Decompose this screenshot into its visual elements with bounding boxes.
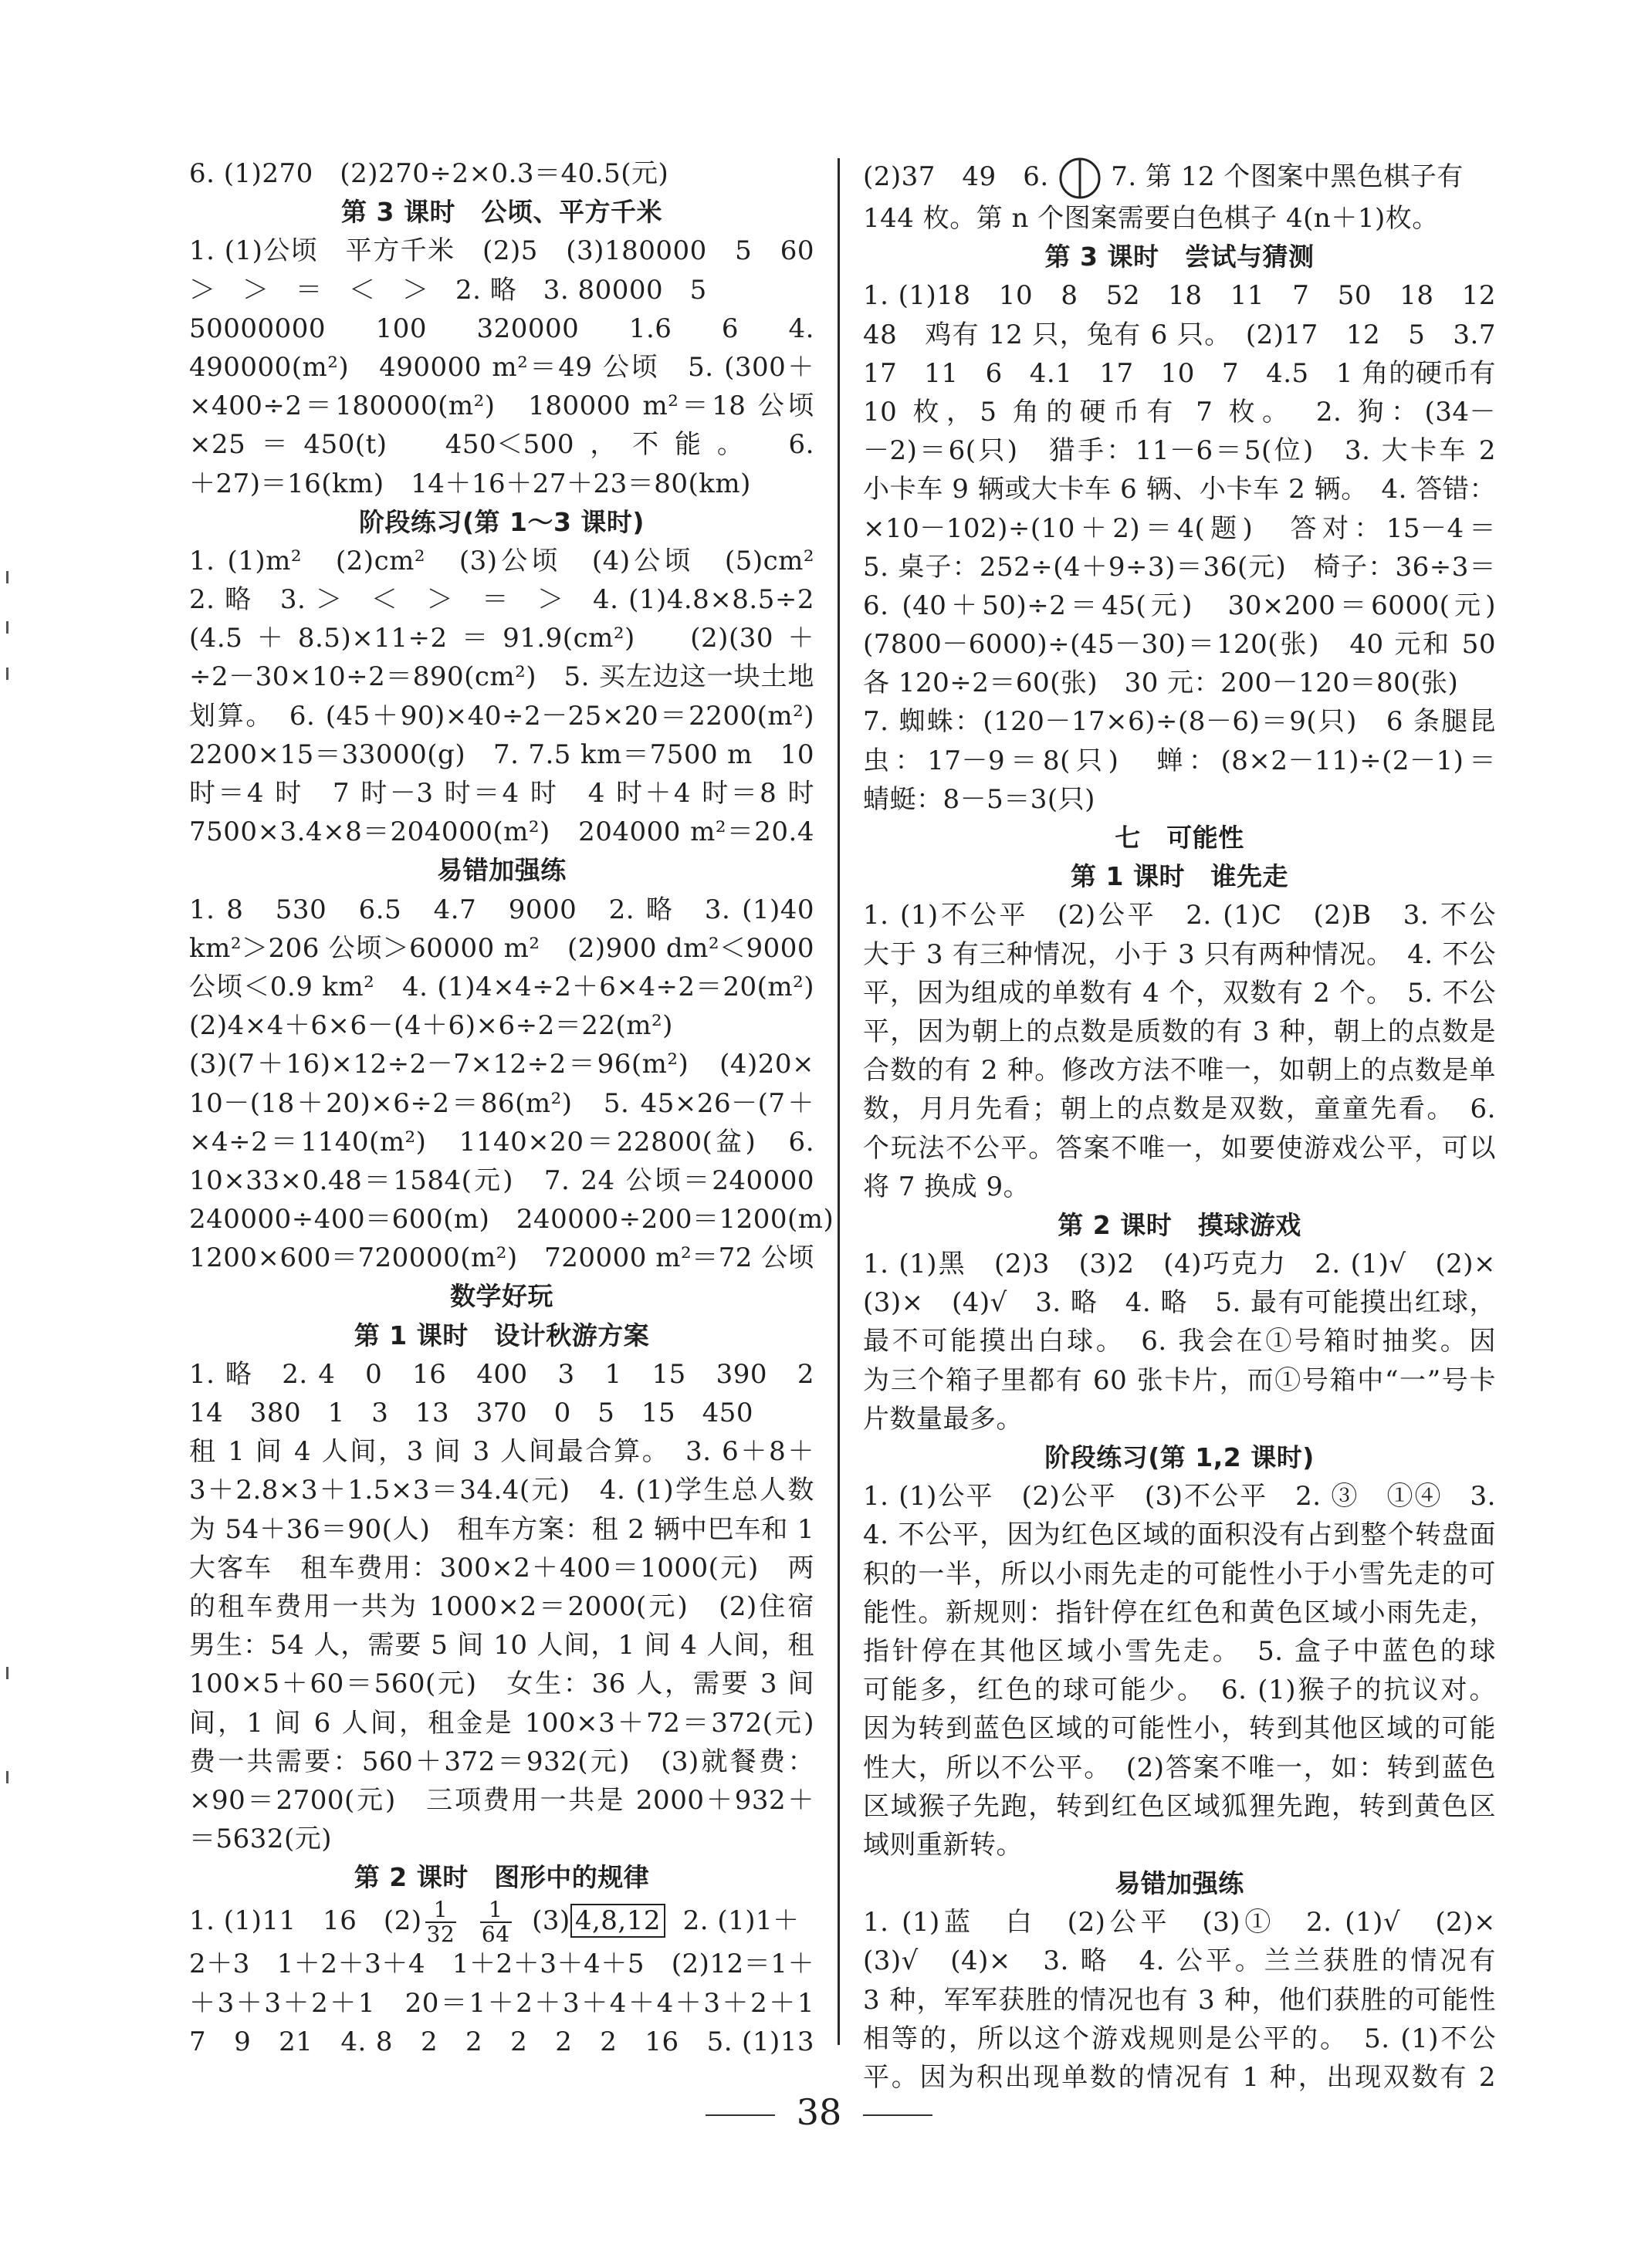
column-divider (838, 158, 840, 2045)
text-line: 50000000 100 320000 1.6 6 4. (189, 313, 814, 344)
page-number-dash (863, 2114, 932, 2116)
section-heading: 第 2 课时 摸球游戏 (1058, 1209, 1301, 1240)
text-line: 将 7 换成 9。 (863, 1171, 1031, 1202)
text-line: 各 120÷2＝60(张) 30 元：200－120＝80(张) (863, 668, 1459, 699)
text-line: 1. (1)公顷 平方千米 (2)5 (3)180000 5 60 (189, 235, 814, 267)
text-line: 合数的有 2 种。修改方法不唯一，如朝上的点数是单 (863, 1055, 1496, 1087)
text-line: ×10－102)÷(10＋2)＝4(题) 答对：15－4＝ (863, 512, 1496, 544)
text-line: 域则重新转。 (863, 1829, 1023, 1861)
text-line: ×400÷2＝180000(m²) 180000 m²＝18 公顷 (189, 390, 814, 422)
fraction-numerator: 1 (425, 1898, 457, 1923)
text-line: 平，因为组成的单数有 4 个，双数有 2 个。 5. 不公 (863, 977, 1496, 1009)
text-line: 费一共需要：560＋372＝932(元) (3)就餐费： (189, 1746, 814, 1777)
text-line: 时＝4 时 7 时－3 时＝4 时 4 时＋4 时＝8 时 (189, 778, 814, 809)
text-line: km²＞206 公顷＞60000 m² (2)900 dm²＜9000 (189, 932, 814, 964)
text-line: 公顷＜0.9 km² 4. (1)4×4÷2＋6×4÷2＝20(m²) (189, 971, 814, 1002)
text-line: 2＋3 1＋2＋3＋4 1＋2＋3＋4＋5 (2)12＝1＋ (189, 1949, 814, 1980)
text-line: 积的一半，所以小雨先走的可能性小于小雪先走的可 (863, 1558, 1496, 1590)
text-line: 1. (1)18 10 8 52 18 11 7 50 18 12 (863, 280, 1496, 312)
section-heading: 第 3 课时 公顷、平方千米 (341, 197, 662, 228)
margin-mark (6, 1667, 15, 1679)
text-line: 因为转到蓝色区域的可能性小，转到其他区域的可能 (863, 1713, 1496, 1745)
text-line: 1200×600＝720000(m²) 720000 m²＝72 公顷 (189, 1242, 815, 1274)
text-line: (4.5＋8.5)×11÷2＝91.9(cm²) (2)(30＋ (189, 623, 814, 654)
margin-mark (6, 1771, 15, 1783)
section-heading: 阶段练习(第 1～3 课时) (358, 506, 645, 537)
section-heading: 易错加强练 (1115, 1868, 1244, 1899)
text-line: 指针停在其他区域小雪先走。 5. 盒子中蓝色的球 (863, 1635, 1496, 1667)
text-line: ＞ ＞ ＝ ＜ ＞ 2. 略 3. 80000 5 (189, 274, 707, 306)
text-line: 144 枚。第 n 个图案需要白色棋子 4(n＋1)枚。 (863, 203, 1439, 234)
text-line: 片数量最多。 (863, 1403, 1023, 1435)
text-line: 划算。 6. (45＋90)×40÷2－25×20＝2200(m²) (189, 700, 814, 732)
text-line: 大于 3 有三种情况，小于 3 只有两种情况。 4. 不公 (863, 938, 1496, 970)
text-line: 7500×3.4×8＝204000(m²) 204000 m²＝20.4 (189, 816, 814, 848)
bisected-circle-icon (1058, 156, 1102, 201)
fraction-1-32 (425, 1898, 457, 1946)
section-heading: 第 1 课时 谁先走 (1071, 861, 1288, 892)
text-line: 17 11 6 4.1 17 10 7 4.5 1 角的硬币有 (863, 357, 1496, 389)
text-line: ＝5632(元) (189, 1824, 333, 1855)
text-line: ×25＝450(t) 450＜500，不能。 6. (189, 429, 814, 461)
text-line: ÷2－30×10÷2＝890(cm²) 5. 买左边这一块土地 (189, 661, 814, 693)
text-line: 平，因为朝上的点数是质数的有 3 种，朝上的点数是 (863, 1016, 1496, 1047)
text-line: 1. 略 2. 4 0 16 400 3 1 15 390 2 (189, 1358, 814, 1390)
section-heading: 数学好玩 (450, 1281, 553, 1312)
text-line: 6. (1)270 (2)270÷2×0.3＝40.5(元) (189, 158, 669, 189)
page-number-value: 38 (796, 2091, 842, 2133)
text-line: ＋27)＝16(km) 14＋16＋27＋23＝80(km) (189, 468, 751, 499)
text-line: 区域猴子先跑，转到红色区域狐狸先跑，转到黄色区 (863, 1790, 1496, 1822)
text-segment: 7. 第 12 个图案中黑色棋子有 (1111, 161, 1464, 192)
text-line: 1. 8 530 6.5 4.7 9000 2. 略 3. (1)40 (189, 894, 814, 925)
text-line: 2. 略 3. ＞ ＜ ＞ ＝ ＞ 4. (1)4.8×8.5÷2 (189, 584, 814, 616)
margin-mark (6, 571, 15, 583)
text-segment: (2)37 49 6. (863, 161, 1049, 192)
margin-mark (6, 621, 15, 634)
text-line: 2200×15＝33000(g) 7. 7.5 km＝7500 m 10 (189, 739, 814, 770)
left-column (189, 154, 834, 2061)
text-line: 可能多，红色的球可能少。 6. (1)猴子的抗议对。 (863, 1675, 1496, 1706)
fraction-denominator: 32 (426, 1922, 455, 1948)
chapter-heading: 七 可能性 (1115, 823, 1244, 853)
text-line: (3)√ (4)× 3. 略 4. 公平。兰兰获胜的情况有 (863, 1945, 1496, 1977)
text-line: 的租车费用一共为 1000×2＝2000(元) (2)住宿 (189, 1590, 814, 1622)
section-heading: 第 1 课时 设计秋游方案 (354, 1320, 650, 1350)
text-line: 1. (1)m² (2)cm² (3)公顷 (4)公顷 (5)cm² (189, 545, 814, 576)
text-line: 48 鸡有 12 只，兔有 6 只。 (2)17 12 5 3.7 (863, 319, 1496, 350)
text-line: 数，月月先看；朝上的点数是双数，童童先看。 6. (863, 1093, 1496, 1125)
text-line: 性大，所以不公平。 (2)答案不唯一，如：转到蓝色 (863, 1752, 1496, 1783)
section-heading: 阶段练习(第 1,2 课时) (1044, 1442, 1315, 1472)
text-line: 10×33×0.48＝1584(元) 7. 24 公顷＝240000 (189, 1164, 814, 1196)
text-line: 平。因为积出现单数的情况有 1 种，出现双数有 2 (863, 2062, 1496, 2093)
section-heading: 第 3 课时 尝试与猜测 (1044, 242, 1315, 272)
margin-mark (6, 668, 15, 680)
text-line: 7 9 21 4. 8 2 2 2 2 2 16 5. (1)13 (189, 2026, 814, 2057)
page-number-dash (706, 2114, 775, 2116)
text-line: 能性。新规则：指针停在红色和黄色区域小雨先走， (863, 1597, 1496, 1628)
text-line: 蜻蜓：8－5＝3(只) (863, 783, 1095, 815)
text-line: 1. (1)公平 (2)公平 (3)不公平 2. ③ ①④ 3. (863, 1481, 1496, 1513)
fraction-line (189, 1897, 814, 1948)
text-line: (2)4×4＋6×6－(4＋6)×6÷2＝22(m²) (189, 1010, 673, 1042)
text-line: 5. 桌子：252÷(4＋9÷3)＝36(元) 椅子：36÷3＝ (863, 551, 1496, 583)
fraction-line-tail: 2. (1)1＋ (682, 1905, 800, 1937)
section-heading: 易错加强练 (437, 855, 567, 886)
text-line: 小卡车 9 辆或大卡车 6 辆、小卡车 2 辆。 4. 答错： (863, 474, 1496, 505)
text-line: 个玩法不公平。答案不唯一，如要使游戏公平，可以 (863, 1132, 1496, 1164)
text-line: 大客车 租车费用：300×2＋400＝1000(元) 两 (189, 1552, 814, 1584)
text-line: 3＋2.8×3＋1.5×3＝34.4(元) 4. (1)学生总人数 (189, 1475, 814, 1506)
text-line: 租 1 间 4 人间，3 间 3 人间最合算。 3. 6＋8＋ (189, 1436, 814, 1468)
fraction-1-64 (480, 1898, 512, 1946)
text-line: 100×5＋60＝560(元) 女生：36 人，需要 3 间 (189, 1668, 814, 1700)
text-line: 3 种，军军获胜的情况也有 3 种，他们获胜的可能性 (863, 1984, 1496, 2016)
text-line: 为三个箱子里都有 60 张卡片，而①号箱中“一”号卡 (863, 1364, 1496, 1396)
text-line: 10－(18＋20)×6÷2＝86(m²) 5. 45×26－(7＋ (189, 1087, 814, 1119)
section-heading: 第 2 课时 图形中的规律 (354, 1862, 650, 1893)
text-line: ＋3＋3＋2＋1 20＝1＋2＋3＋4＋4＋3＋2＋1 (189, 1987, 814, 2019)
text-line: 4. 不公平，因为红色区域的面积没有占到整个转盘面 (863, 1519, 1496, 1551)
text-line: 14 380 1 3 13 370 0 5 15 450 (189, 1398, 754, 1428)
text-line: (3)× (4)√ 3. 略 4. 略 5. 最有可能摸出红球， (863, 1287, 1496, 1319)
fraction-denominator: 64 (481, 1922, 510, 1948)
text-line: 490000(m²) 490000 m²＝49 公顷 5. (300＋ (189, 351, 814, 383)
text-line: －2)＝6(只) 猎手：11－6＝5(位) 3. 大卡车 2 (863, 435, 1496, 467)
text-line: 10 枚，5 角的硬币有 7 枚。 2. 狗：(34－ (863, 396, 1496, 428)
text-line: 240000÷400＝600(m) 240000÷200＝1200(m) (189, 1204, 834, 1235)
fraction-numerator: 1 (480, 1898, 512, 1923)
text-line: 为 54＋36＝90(人) 租车方案：租 2 辆中巴车和 1 (189, 1513, 814, 1545)
text-line: 1. (1)黑 (2)3 (3)2 (4)巧克力 2. (1)√ (2)× (863, 1249, 1496, 1280)
text-line: ×4÷2＝1140(m²) 1140×20＝22800(盆) 6. (189, 1126, 814, 1158)
text-line: 虫：17－9＝8(只) 蝉：(8×2－11)÷(2－1)＝ (863, 745, 1496, 776)
boxed-answer: 4,8,12 (570, 1904, 665, 1938)
fraction-line-lead: 1. (1)11 16 (2) (189, 1905, 422, 1937)
page-number (0, 2091, 1638, 2133)
text-line: 最不可能摸出白球。 6. 我会在①号箱时抽奖。因 (863, 1326, 1496, 1357)
text-line: 7. 蜘蛛：(120－17×6)÷(8－6)＝9(只) 6 条腿昆 (863, 706, 1496, 738)
right-column (863, 154, 1496, 2097)
text-line: (7800－6000)÷(45－30)＝120(张) 40 元和 50 (863, 629, 1496, 661)
text-line: 1. (1)蓝 白 (2)公平 (3)① 2. (1)√ (2)× (863, 1907, 1496, 1938)
text-line: 相等的，所以这个游戏规则是公平的。 5. (1)不公 (863, 2023, 1496, 2054)
fraction-line-mid: (3) (532, 1905, 570, 1937)
text-line: 男生：54 人，需要 5 间 10 人间，1 间 4 人间，租 (189, 1630, 814, 1661)
text-line-with-figure (863, 154, 1496, 199)
text-line: 6. (40＋50)÷2＝45(元) 30×200＝6000(元) (863, 590, 1496, 621)
text-line: (3)(7＋16)×12÷2－7×12÷2＝96(m²) (4)20× (189, 1049, 814, 1080)
text-line: 1. (1)不公平 (2)公平 2. (1)C (2)B 3. 不公 (863, 900, 1496, 931)
text-line: ×90＝2700(元) 三项费用一共是 2000＋932＋ (189, 1784, 814, 1816)
text-line: 间，1 间 6 人间，租金是 100×3＋72＝372(元) (189, 1707, 814, 1739)
